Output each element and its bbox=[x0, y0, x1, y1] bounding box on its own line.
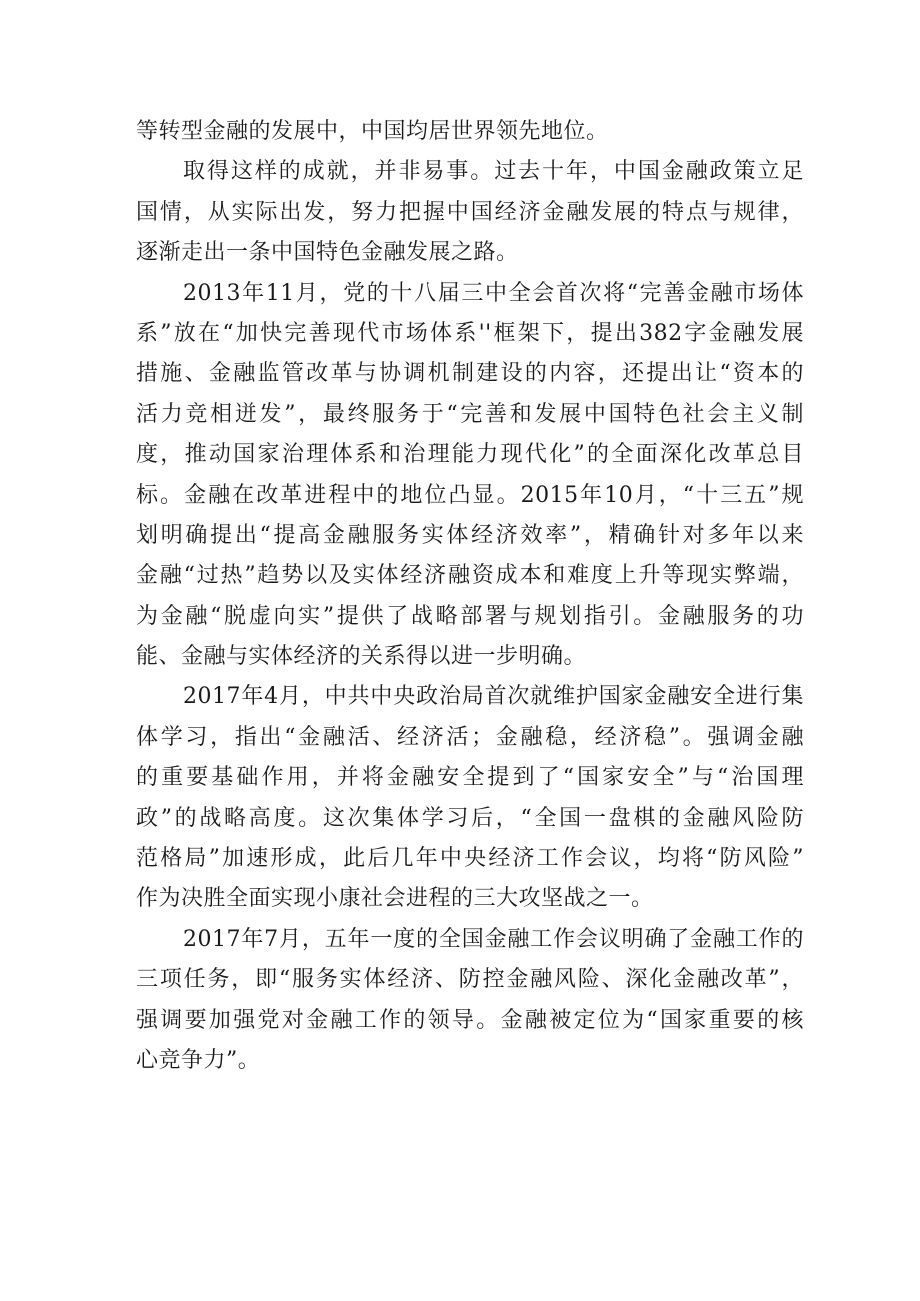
text-line: 度，推动国家治理体系和治理能力现代化”的全面深化改革总目 bbox=[136, 442, 804, 468]
text-line: 系”放在“加快完善现代市场体系''框架下，提出382字金融发展 bbox=[136, 320, 804, 346]
text-line: 心竞争力”。 bbox=[136, 1047, 261, 1073]
text-line: 划明确提出“提高金融服务实体经济效率”，精确针对多年以来 bbox=[136, 522, 804, 548]
text-line: 金融“过热”趋势以及实体经济融资成本和难度上升等现实弊端， bbox=[136, 563, 804, 589]
text-line: 取得这样的成就，并非易事。过去十年，中国金融政策立足 bbox=[183, 159, 804, 185]
text-line: 作为决胜全面实现小康社会进程的三大攻坚战之一。 bbox=[136, 886, 654, 912]
text-line: 活力竞相迸发”，最终服务于“完善和发展中国特色社会主义制 bbox=[136, 401, 804, 427]
text-line: 强调要加强党对金融工作的领导。金融被定位为“国家重要的核 bbox=[136, 1007, 804, 1033]
document-body bbox=[136, 112, 804, 1081]
text-line: 体学习，指出“金融活、经济活；金融稳，经济稳”。强调金融 bbox=[136, 724, 804, 750]
paragraph-3 bbox=[136, 274, 804, 678]
text-line: 2013年11月，党的十八届三中全会首次将“完善金融市场体 bbox=[183, 280, 804, 306]
text-line: 国情，从实际出发，努力把握中国经济金融发展的特点与规律， bbox=[136, 199, 804, 225]
text-line: 能、金融与实体经济的关系得以进一步明确。 bbox=[136, 644, 587, 670]
text-line: 三项任务，即“服务实体经济、防控金融风险、深化金融改革”， bbox=[136, 967, 804, 993]
text-line: 标。金融在改革进程中的地位凸显。2015年10月，“十三五”规 bbox=[136, 482, 804, 508]
text-line: 政”的战略高度。这次集体学习后，“全国一盘棋的金融风险防 bbox=[136, 805, 804, 831]
text-line: 为金融“脱虚向实”提供了战略部署与规划指引。金融服务的功 bbox=[136, 603, 804, 629]
text-line: 的重要基础作用，并将金融安全提到了“国家安全”与“治国理 bbox=[136, 765, 804, 791]
text-line: 措施、金融监管改革与协调机制建设的内容，还提出让“资本的 bbox=[136, 361, 804, 387]
paragraph-4 bbox=[136, 677, 804, 919]
text-line: 2017年7月，五年一度的全国金融工作会议明确了金融工作的 bbox=[183, 926, 804, 952]
paragraph-5 bbox=[136, 920, 804, 1082]
text-line: 2017年4月，中共中央政治局首次就维护国家金融安全进行集 bbox=[183, 684, 804, 710]
text-line: 等转型金融的发展中，中国均居世界领先地位。 bbox=[136, 119, 609, 144]
paragraph-1 bbox=[136, 112, 804, 152]
text-line: 逐渐走出一条中国特色金融发展之路。 bbox=[136, 240, 519, 266]
text-line: 范格局”加速形成，此后几年中央经济工作会议，均将“防风险” bbox=[136, 846, 804, 872]
paragraph-2 bbox=[136, 152, 804, 273]
